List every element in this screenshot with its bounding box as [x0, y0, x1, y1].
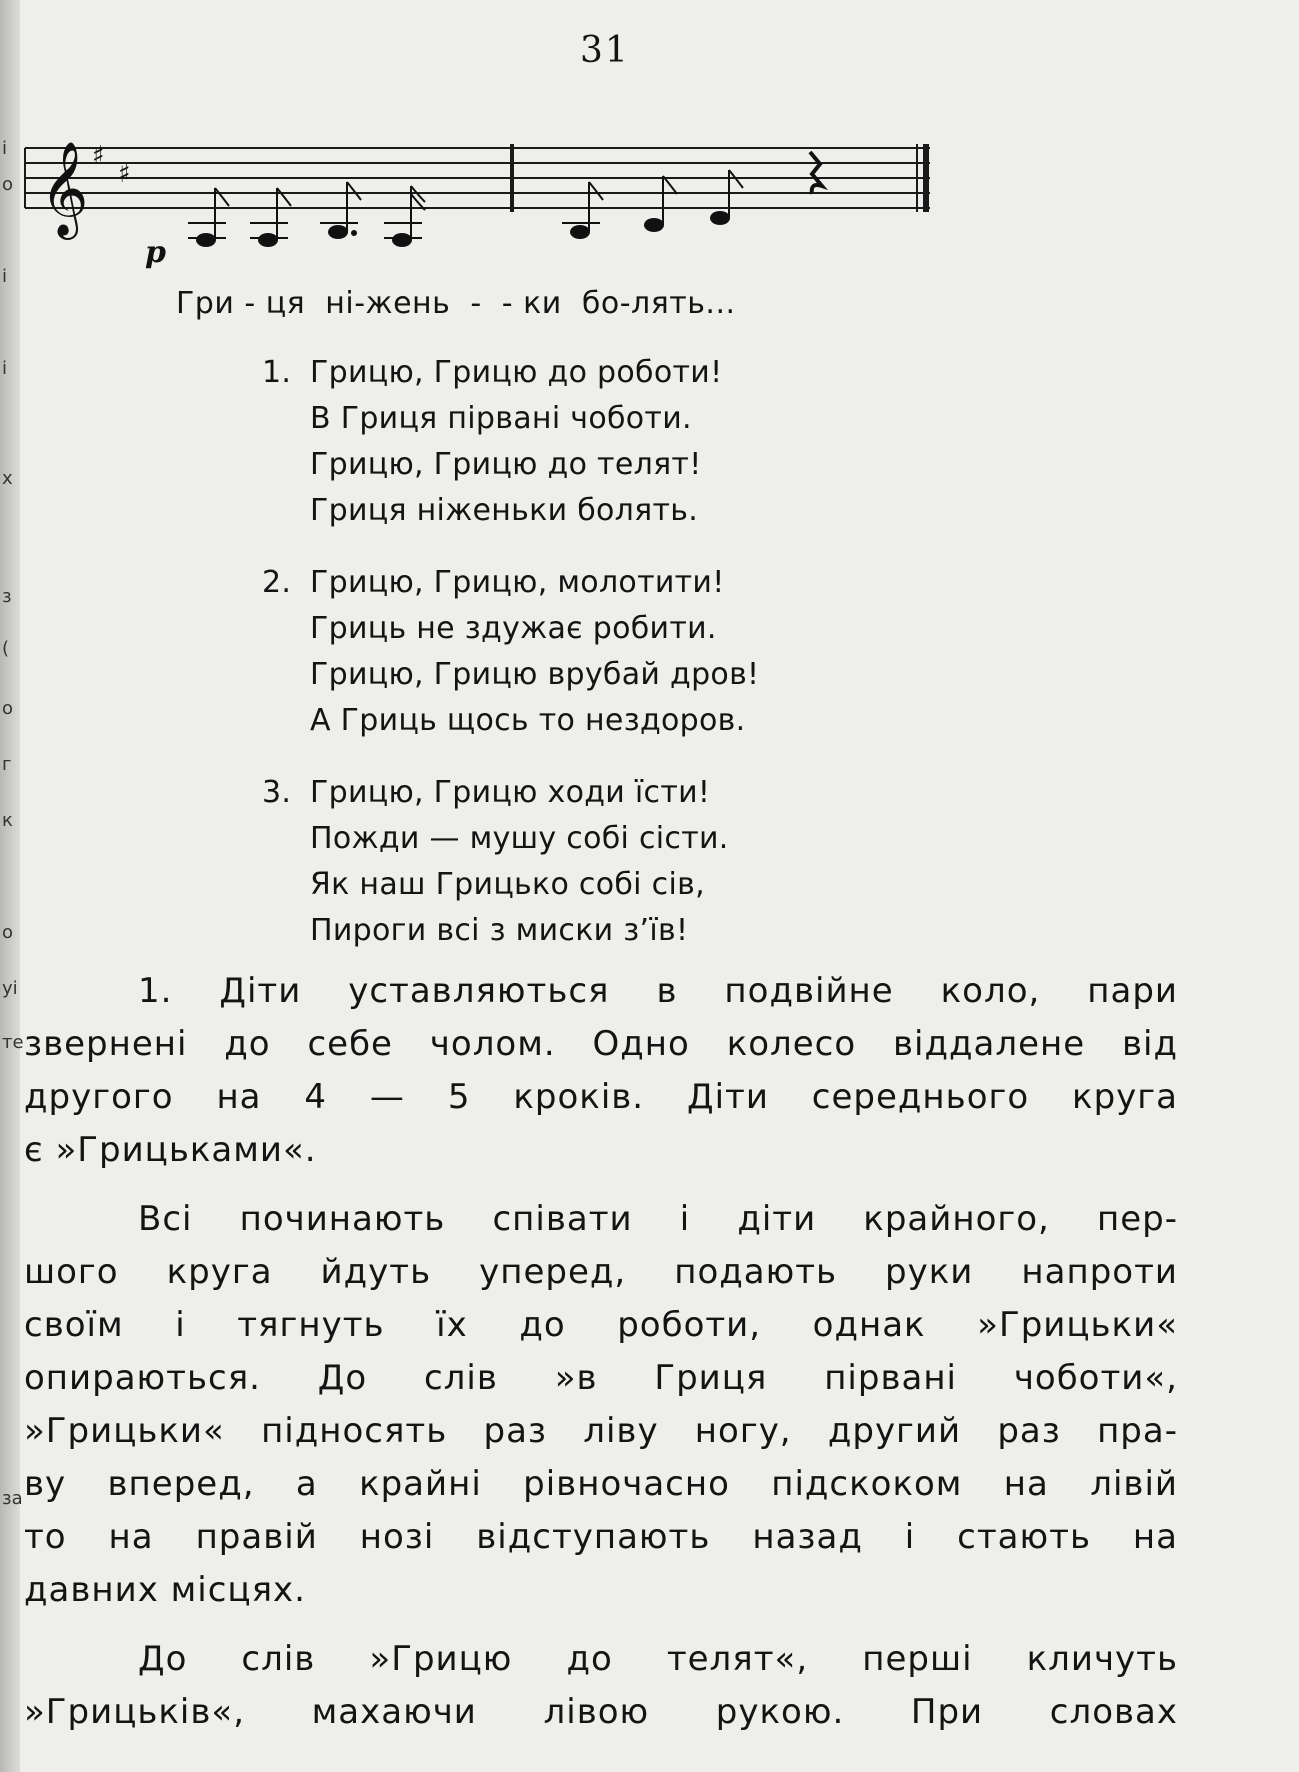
ledger-lines: [188, 223, 600, 238]
gutter-fragment: те: [2, 1032, 24, 1053]
text-line: До слів »Грицю до телят«, перші кличуть: [138, 1639, 1178, 1679]
gutter-fragment: о: [2, 698, 14, 719]
text-line: своїм і тягнуть їх до роботи, однак »Грицьки«: [24, 1305, 1178, 1345]
gutter-fragment: о: [2, 174, 14, 195]
quarter-rest-icon: [810, 152, 822, 194]
text-line: шого круга йдуть уперед, подають руки напроти: [24, 1252, 1178, 1292]
gutter-fragment: х: [2, 468, 13, 489]
text-line: »Грицьки« підносять раз ліву ногу, другий раз пра-: [24, 1411, 1178, 1451]
verse-text: Грицю, Грицю, молотити!: [310, 565, 725, 600]
note: [328, 225, 348, 239]
verse-2: [262, 560, 962, 744]
page-number: 31: [580, 30, 630, 71]
verse-line: Грицю, Грицю врубай дров!: [310, 657, 760, 692]
verse-line: В Гриця пірвані чоботи.: [310, 401, 692, 436]
gutter-fragment: за: [2, 1488, 23, 1509]
paragraph-1: [24, 965, 1178, 1177]
note: [710, 211, 730, 225]
note: [258, 233, 278, 247]
text-line: 1. Діти уставляються в подвійне коло, пари: [138, 971, 1178, 1011]
text-line: давних місцях.: [24, 1570, 306, 1610]
verse-3: [262, 770, 962, 954]
gutter-fragment: уі: [2, 978, 18, 999]
text-line: опираються. До слів »в Гриця пірвані чоботи«,: [24, 1358, 1178, 1398]
song-verses: [262, 350, 962, 980]
music-notation: [20, 130, 950, 280]
gutter-fragment: і: [2, 138, 8, 159]
text-line: »Грицьків«, махаючи лівою рукою. При словах: [24, 1692, 1178, 1732]
verse-line: Пожди — мушу собі сісти.: [310, 821, 729, 856]
svg-text:♯: ♯: [118, 159, 131, 189]
instructions-text: [24, 965, 1178, 1755]
note: [392, 233, 412, 247]
verse-text: Грицю, Грицю ходи їсти!: [310, 775, 711, 810]
svg-text:♯: ♯: [92, 141, 105, 171]
verse-number: 3.: [262, 775, 292, 810]
verse-line: Гриця ніженьки болять.: [310, 493, 699, 528]
text-line: Всі починають співати і діти крайного, пер-: [138, 1199, 1178, 1239]
music-lyric: Гри - ця ні-жень - - ки бо-лять...: [176, 286, 736, 321]
verse-line: Як наш Грицько собі сів,: [310, 867, 705, 902]
verse-line: Гриць не здужає робити.: [310, 611, 717, 646]
dynamic-marking: p: [145, 235, 166, 270]
note-stems: [215, 170, 743, 240]
text-line: ву вперед, а крайні рівночасно підскоком на лівій: [24, 1464, 1178, 1504]
gutter-fragment: к: [2, 810, 13, 831]
music-staff: [25, 148, 930, 208]
treble-clef-icon: 𝄞: [40, 141, 89, 236]
verse-line: Грицю, Грицю до телят!: [310, 447, 702, 482]
gutter-fragment: (: [2, 638, 10, 659]
verse-line: Пироги всі з миски з’їв!: [310, 913, 689, 948]
verse-number: 2.: [262, 565, 292, 600]
gutter-fragment: і: [2, 358, 8, 379]
paragraph-2: [24, 1193, 1178, 1617]
gutter-fragment: г: [2, 754, 12, 775]
gutter-fragment: і: [2, 266, 8, 287]
gutter-fragment: з: [2, 586, 12, 607]
text-line: звернені до себе чолом. Одно колесо віддалене від: [24, 1024, 1178, 1064]
verse-line: [262, 770, 962, 816]
paragraph-3: [24, 1633, 1178, 1739]
text-line: то на правій нозі відступають назад і стають на: [24, 1517, 1178, 1557]
note: [196, 233, 216, 247]
note: [644, 218, 664, 232]
verse-line: [262, 560, 962, 606]
verse-line: А Гриць щось то нездоров.: [310, 703, 746, 738]
text-line: другого на 4 — 5 кроків. Діти середнього круга: [24, 1077, 1178, 1117]
gutter-fragment: о: [2, 922, 14, 943]
text-line: є »Грицьками«.: [24, 1130, 317, 1170]
verse-1: [262, 350, 962, 534]
verse-number: 1.: [262, 355, 292, 390]
verse-text: Грицю, Грицю до роботи!: [310, 355, 723, 390]
note: [570, 225, 590, 239]
page-gutter: [0, 0, 24, 1772]
verse-line: [262, 350, 962, 396]
